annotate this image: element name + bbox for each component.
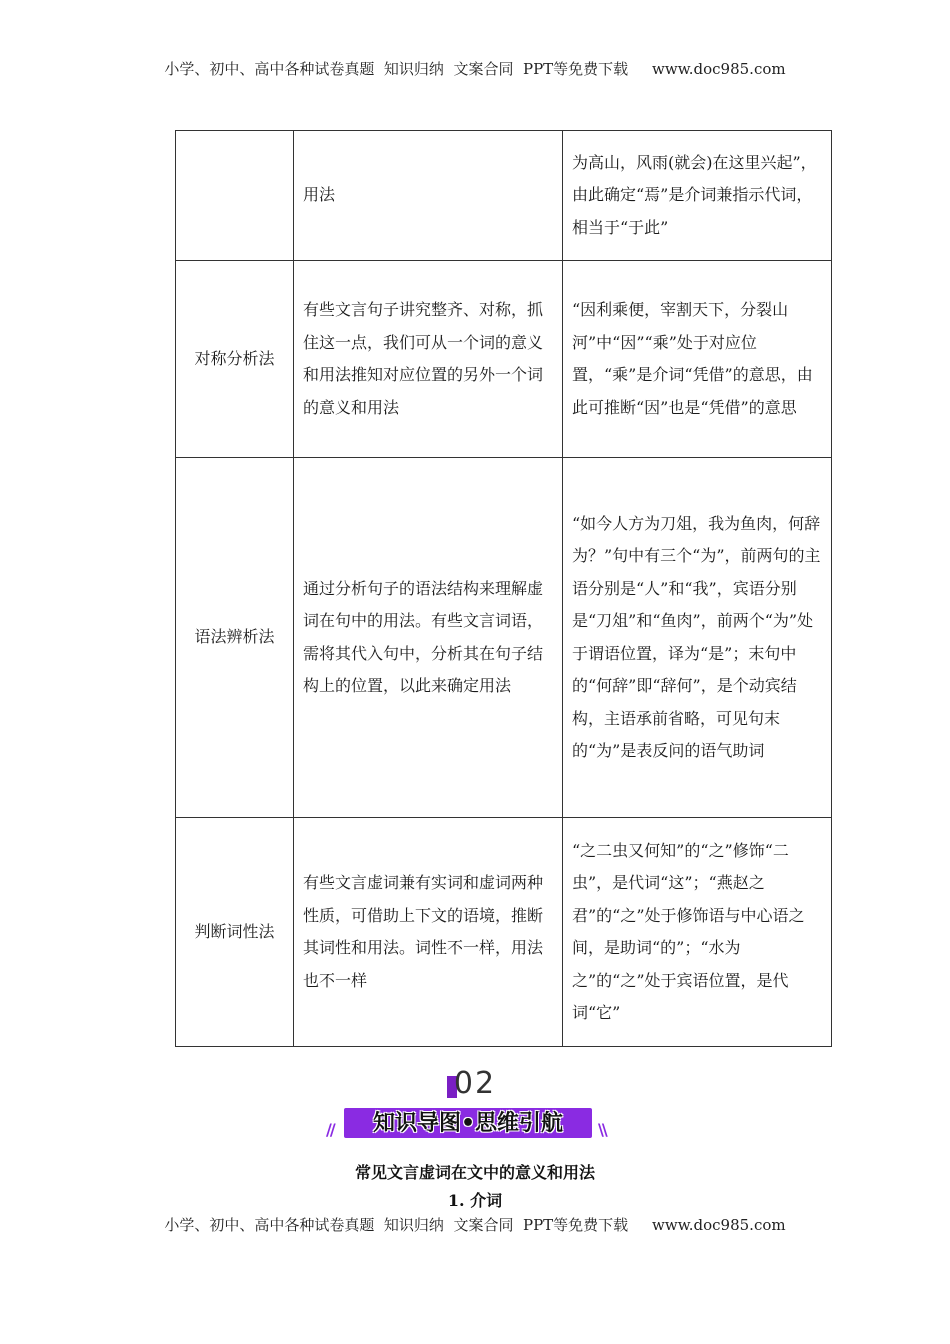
table-row — [176, 261, 832, 458]
description-cell: 有些文言虚词兼有实词和虚词两种性质，可借助上下文的语境，推断其词性和用法。词性不一样，用法也不一样 — [294, 818, 563, 1047]
page-header: 小学、初中、高中各种试卷真题 知识归纳 文案合同 PPT等免费下载 www.doc985.com — [164, 60, 786, 78]
description-cell: 通过分析句子的语法结构来理解虚词在句中的用法。有些文言词语，需将其代入句中，分析其在句子结构上的位置，以此来确定用法 — [294, 458, 563, 818]
section-subtitle: 常见文言虚词在文中的意义和用法 — [354, 1163, 595, 1182]
description-cell: 有些文言句子讲究整齐、对称，抓住这一点，我们可从一个词的意义和用法推知对应位置的另外一个词的意义和用法 — [294, 261, 563, 458]
method-table — [175, 130, 832, 1047]
table-row — [176, 131, 832, 261]
method-cell — [176, 131, 294, 261]
method-cell: 语法辨析法 — [176, 458, 294, 818]
method-cell: 判断词性法 — [176, 818, 294, 1047]
section-number: 02 — [453, 1066, 497, 1101]
example-cell: “之二虫又何知”的“之”修饰“二虫”，是代词“这”；“燕赵之君”的“之”处于修饰语与中心语之间，是助词“的”；“水为之”的“之”处于宾语位置，是代词“它” — [563, 818, 832, 1047]
example-cell: “因利乘便，宰割天下，分裂山河”中“因”“乘”处于对应位置，“乘”是介词“凭借”的意思，由此可推断“因”也是“凭借”的意思 — [563, 261, 832, 458]
example-cell: 为高山，风雨(就会)在这里兴起”，由此确定“焉”是介词兼指示代词，相当于“于此” — [563, 131, 832, 261]
page-footer: 小学、初中、高中各种试卷真题 知识归纳 文案合同 PPT等免费下载 www.doc985.com — [164, 1216, 786, 1234]
banner-slash-right: \\ — [598, 1120, 606, 1139]
section-banner-title: 知识导图•思维引航 — [372, 1111, 564, 1136]
example-cell: “如今人方为刀俎，我为鱼肉，何辞为？”句中有三个“为”，前两句的主语分别是“人”和“我”，宾语分别是“刀俎”和“鱼肉”，前两个“为”处于谓语位置，译为“是”；末句中的“何辞”即“辞何”，是个动宾结构，主语承前省略，可见句末的“为”是表反问的语气助词 — [563, 458, 832, 818]
method-cell: 对称分析法 — [176, 261, 294, 458]
banner-slash-left: // — [326, 1120, 334, 1139]
sub-heading: 1. 介词 — [447, 1191, 503, 1210]
description-cell: 用法 — [294, 131, 563, 261]
table-row — [176, 458, 832, 818]
table-row — [176, 818, 832, 1047]
